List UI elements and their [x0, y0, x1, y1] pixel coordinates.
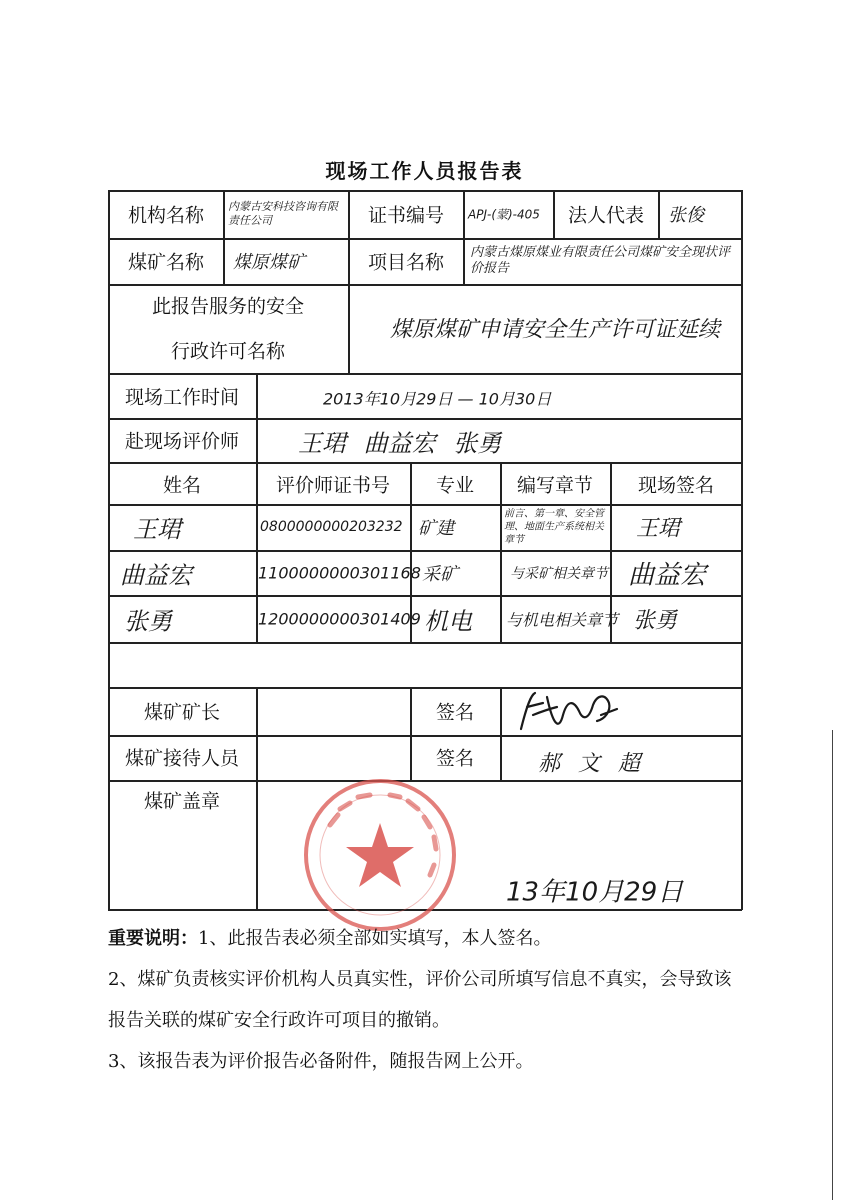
staff-row3-major: 机电	[424, 607, 472, 636]
page-title: 现场工作人员报告表	[325, 159, 524, 183]
table-rule	[108, 642, 742, 644]
staff-row3-name: 张勇	[124, 607, 172, 636]
staff-header-signature: 现场签名	[637, 474, 715, 497]
staff-header-chapter: 编写章节	[516, 474, 594, 497]
table-rule	[108, 284, 742, 286]
cert-number-label: 证书编号	[367, 204, 445, 227]
mine-name-value: 煤原煤矿	[233, 252, 305, 273]
table-rule	[108, 687, 742, 689]
staff-row2-signature: 曲益宏	[628, 560, 707, 591]
important-notes	[108, 918, 748, 1082]
table-rule	[108, 504, 742, 506]
table-rule	[223, 190, 225, 284]
project-name-value: 内蒙古煤原煤业有限责任公司煤矿安全现状评价报告	[470, 245, 731, 276]
table-rule	[410, 687, 412, 780]
scan-edge-line	[832, 730, 833, 1200]
staff-header-major: 专业	[435, 474, 475, 497]
director-signature	[513, 685, 633, 737]
legal-rep-value: 张俊	[668, 205, 704, 226]
reception-label: 煤矿接待人员	[124, 747, 240, 770]
table-rule	[500, 687, 502, 780]
table-rule	[553, 190, 555, 238]
table-rule	[256, 373, 258, 462]
staff-row1-chapter: 前言、第一章、安全管理、地面生产系统相关章节	[504, 508, 604, 546]
org-name-label: 机构名称	[127, 204, 205, 227]
staff-row2-cert: 1100000000301168	[258, 563, 421, 583]
service-permit-value: 煤原煤矿申请安全生产许可证延续	[390, 317, 721, 343]
project-name-label: 项目名称	[367, 251, 445, 274]
work-time-value: 2013年10月29日 — 10月30日	[323, 389, 552, 409]
director-sign-label: 签名	[435, 701, 475, 724]
notes-line-1	[108, 918, 748, 959]
staff-row2-major: 采矿	[422, 564, 458, 585]
table-rule	[108, 190, 742, 192]
table-rule	[348, 284, 350, 373]
table-rule	[463, 238, 465, 284]
table-rule	[108, 462, 742, 464]
cert-number-value: APJ-(蒙)-405	[468, 207, 540, 222]
mine-director-label: 煤矿矿长	[143, 701, 221, 724]
mine-seal-label: 煤矿盖章	[143, 790, 221, 813]
work-time-label: 现场工作时间	[124, 386, 240, 409]
legal-rep-label: 法人代表	[567, 204, 645, 227]
assessor-label: 赴现场评价师	[124, 430, 240, 453]
notes-item-3: 3、该报告表为评价报告必备附件，随报告网上公开。	[108, 1051, 534, 1072]
table-rule	[348, 190, 350, 284]
company-seal-stamp	[300, 775, 460, 935]
reception-sign-label: 签名	[435, 747, 475, 770]
org-name-value: 内蒙古安科技咨询有限责任公司	[228, 200, 338, 227]
table-rule	[108, 190, 110, 910]
staff-row1-name: 王珺	[133, 515, 181, 544]
staff-row3-cert: 1200000000301409	[258, 609, 421, 629]
table-rule	[463, 190, 465, 238]
seal-date: 13年10月29日	[506, 877, 684, 908]
mine-name-label: 煤矿名称	[127, 251, 205, 274]
table-rule	[741, 190, 743, 910]
staff-row2-name: 曲益宏	[120, 561, 192, 590]
notes-item-1: 1、此报告表必须全部如实填写，本人签名。	[198, 928, 552, 949]
table-rule	[658, 190, 660, 238]
staff-row2-chapter: 与采矿相关章节	[510, 566, 608, 582]
table-rule	[500, 462, 502, 642]
table-rule	[108, 595, 742, 597]
table-rule	[108, 550, 742, 552]
table-rule	[108, 238, 742, 240]
notes-item-2: 2、煤矿负责核实评价机构人员真实性，评价公司所填写信息不真实，会导致该报告关联的煤矿安全行政许可项目的撤销。	[108, 969, 732, 1031]
table-rule	[108, 735, 742, 737]
reception-sign-value: 郝文超	[538, 751, 659, 777]
staff-header-cert: 评价师证书号	[275, 474, 391, 497]
table-rule	[256, 780, 258, 909]
table-rule	[108, 373, 742, 375]
staff-header-name: 姓名	[162, 474, 202, 497]
staff-row1-signature: 王珺	[636, 516, 681, 542]
table-rule	[108, 418, 742, 420]
service-label-line1: 此报告服务的安全	[151, 295, 305, 318]
assessor-value: 王珺 曲益宏 张勇	[298, 429, 502, 458]
staff-row3-signature: 张勇	[633, 608, 678, 634]
staff-row1-cert: 0800000000203232	[260, 519, 403, 535]
notes-lead: 重要说明：	[108, 928, 198, 949]
staff-row3-chapter: 与机电相关章节	[506, 610, 619, 630]
staff-row1-major: 矿建	[418, 518, 454, 539]
service-label-line2: 行政许可名称	[170, 340, 286, 363]
table-rule	[256, 687, 258, 780]
